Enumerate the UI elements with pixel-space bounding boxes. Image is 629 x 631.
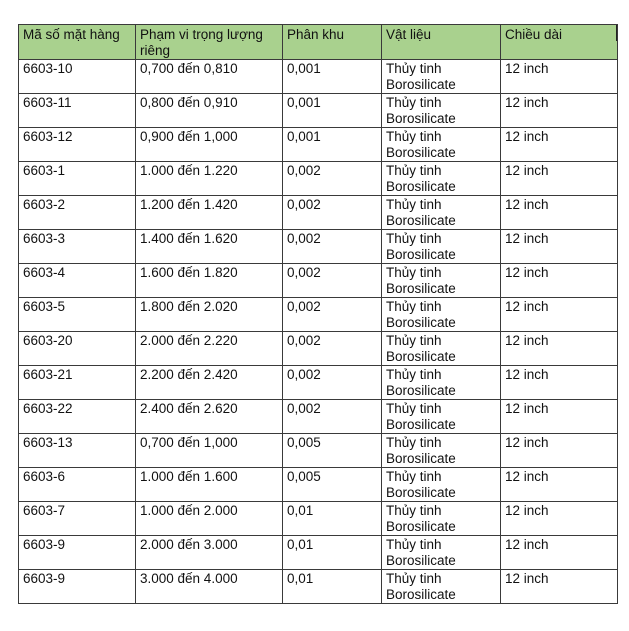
cell-length: 12 inch [501, 434, 618, 468]
cell-length: 12 inch [501, 536, 618, 570]
cell-gravity-range: 2.400 đến 2.620 [136, 400, 283, 434]
table-row [19, 570, 618, 604]
table-row [19, 298, 618, 332]
table-row [19, 366, 618, 400]
cell-gravity-range: 0,800 đến 0,910 [136, 94, 283, 128]
cell-item-code: 6603-6 [19, 468, 136, 502]
cell-material: Thủy tinh Borosilicate [382, 230, 501, 264]
table-row [19, 264, 618, 298]
cell-division: 0,005 [283, 468, 382, 502]
cell-item-code: 6603-4 [19, 264, 136, 298]
cell-division: 0,002 [283, 400, 382, 434]
cell-item-code: 6603-13 [19, 434, 136, 468]
cell-gravity-range: 1.200 đến 1.420 [136, 196, 283, 230]
table-row [19, 196, 618, 230]
cell-item-code: 6603-12 [19, 128, 136, 162]
cell-material: Thủy tinh Borosilicate [382, 298, 501, 332]
cell-gravity-range: 0,700 đến 1,000 [136, 434, 283, 468]
table-row [19, 434, 618, 468]
cell-division: 0,001 [283, 94, 382, 128]
cell-item-code: 6603-2 [19, 196, 136, 230]
cell-item-code: 6603-3 [19, 230, 136, 264]
cell-length: 12 inch [501, 400, 618, 434]
cell-division: 0,01 [283, 502, 382, 536]
cell-gravity-range: 1.800 đến 2.020 [136, 298, 283, 332]
cell-item-code: 6603-1 [19, 162, 136, 196]
header-length: Chiều dài [501, 25, 618, 60]
cell-division: 0,005 [283, 434, 382, 468]
text-cursor [616, 25, 617, 41]
cell-division: 0,002 [283, 264, 382, 298]
cell-material: Thủy tinh Borosilicate [382, 264, 501, 298]
cell-division: 0,002 [283, 230, 382, 264]
table-row [19, 536, 618, 570]
cell-material: Thủy tinh Borosilicate [382, 366, 501, 400]
cell-length: 12 inch [501, 162, 618, 196]
cell-item-code: 6603-10 [19, 60, 136, 94]
cell-material: Thủy tinh Borosilicate [382, 128, 501, 162]
cell-gravity-range: 2.200 đến 2.420 [136, 366, 283, 400]
cell-item-code: 6603-5 [19, 298, 136, 332]
cell-division: 0,002 [283, 162, 382, 196]
table-row [19, 128, 618, 162]
cell-division: 0,002 [283, 298, 382, 332]
table-row [19, 230, 618, 264]
cell-gravity-range: 1.600 đến 1.820 [136, 264, 283, 298]
cell-item-code: 6603-7 [19, 502, 136, 536]
cell-material: Thủy tinh Borosilicate [382, 536, 501, 570]
cell-division: 0,01 [283, 536, 382, 570]
table-row [19, 502, 618, 536]
cell-length: 12 inch [501, 60, 618, 94]
cell-gravity-range: 2.000 đến 3.000 [136, 536, 283, 570]
cell-length: 12 inch [501, 94, 618, 128]
table-header [19, 25, 618, 60]
cell-length: 12 inch [501, 196, 618, 230]
cell-gravity-range: 0,700 đến 0,810 [136, 60, 283, 94]
cell-length: 12 inch [501, 230, 618, 264]
cell-material: Thủy tinh Borosilicate [382, 570, 501, 604]
cell-item-code: 6603-21 [19, 366, 136, 400]
cell-material: Thủy tinh Borosilicate [382, 94, 501, 128]
header-material: Vật liệu [382, 25, 501, 60]
cell-material: Thủy tinh Borosilicate [382, 332, 501, 366]
cell-gravity-range: 0,900 đến 1,000 [136, 128, 283, 162]
table-row [19, 332, 618, 366]
table-row [19, 400, 618, 434]
cell-gravity-range: 1.000 đến 1.220 [136, 162, 283, 196]
cell-division: 0,001 [283, 128, 382, 162]
cell-length: 12 inch [501, 502, 618, 536]
cell-gravity-range: 1.000 đến 2.000 [136, 502, 283, 536]
header-gravity-range: Phạm vi trọng lượng riêng [136, 25, 283, 60]
cell-length: 12 inch [501, 128, 618, 162]
table-row [19, 162, 618, 196]
header-row [19, 25, 618, 60]
table-row [19, 468, 618, 502]
cell-gravity-range: 1.400 đến 1.620 [136, 230, 283, 264]
cell-material: Thủy tinh Borosilicate [382, 502, 501, 536]
cell-division: 0,001 [283, 60, 382, 94]
cell-length: 12 inch [501, 570, 618, 604]
cell-length: 12 inch [501, 332, 618, 366]
cell-gravity-range: 2.000 đến 2.220 [136, 332, 283, 366]
cell-material: Thủy tinh Borosilicate [382, 60, 501, 94]
cell-item-code: 6603-9 [19, 536, 136, 570]
cell-division: 0,002 [283, 332, 382, 366]
cell-length: 12 inch [501, 468, 618, 502]
cell-length: 12 inch [501, 264, 618, 298]
cell-material: Thủy tinh Borosilicate [382, 400, 501, 434]
cell-gravity-range: 3.000 đến 4.000 [136, 570, 283, 604]
cell-item-code: 6603-22 [19, 400, 136, 434]
cell-length: 12 inch [501, 298, 618, 332]
cell-division: 0,002 [283, 366, 382, 400]
table-body [19, 60, 618, 604]
cell-division: 0,002 [283, 196, 382, 230]
cell-item-code: 6603-11 [19, 94, 136, 128]
product-spec-table [18, 24, 618, 604]
cell-material: Thủy tinh Borosilicate [382, 468, 501, 502]
cell-item-code: 6603-20 [19, 332, 136, 366]
cell-material: Thủy tinh Borosilicate [382, 434, 501, 468]
table-row [19, 94, 618, 128]
cell-gravity-range: 1.000 đến 1.600 [136, 468, 283, 502]
cell-length: 12 inch [501, 366, 618, 400]
cell-item-code: 6603-9 [19, 570, 136, 604]
table-row [19, 60, 618, 94]
cell-division: 0,01 [283, 570, 382, 604]
cell-material: Thủy tinh Borosilicate [382, 162, 501, 196]
header-division: Phân khu [283, 25, 382, 60]
header-item-code: Mã số mặt hàng [19, 25, 136, 60]
cell-material: Thủy tinh Borosilicate [382, 196, 501, 230]
